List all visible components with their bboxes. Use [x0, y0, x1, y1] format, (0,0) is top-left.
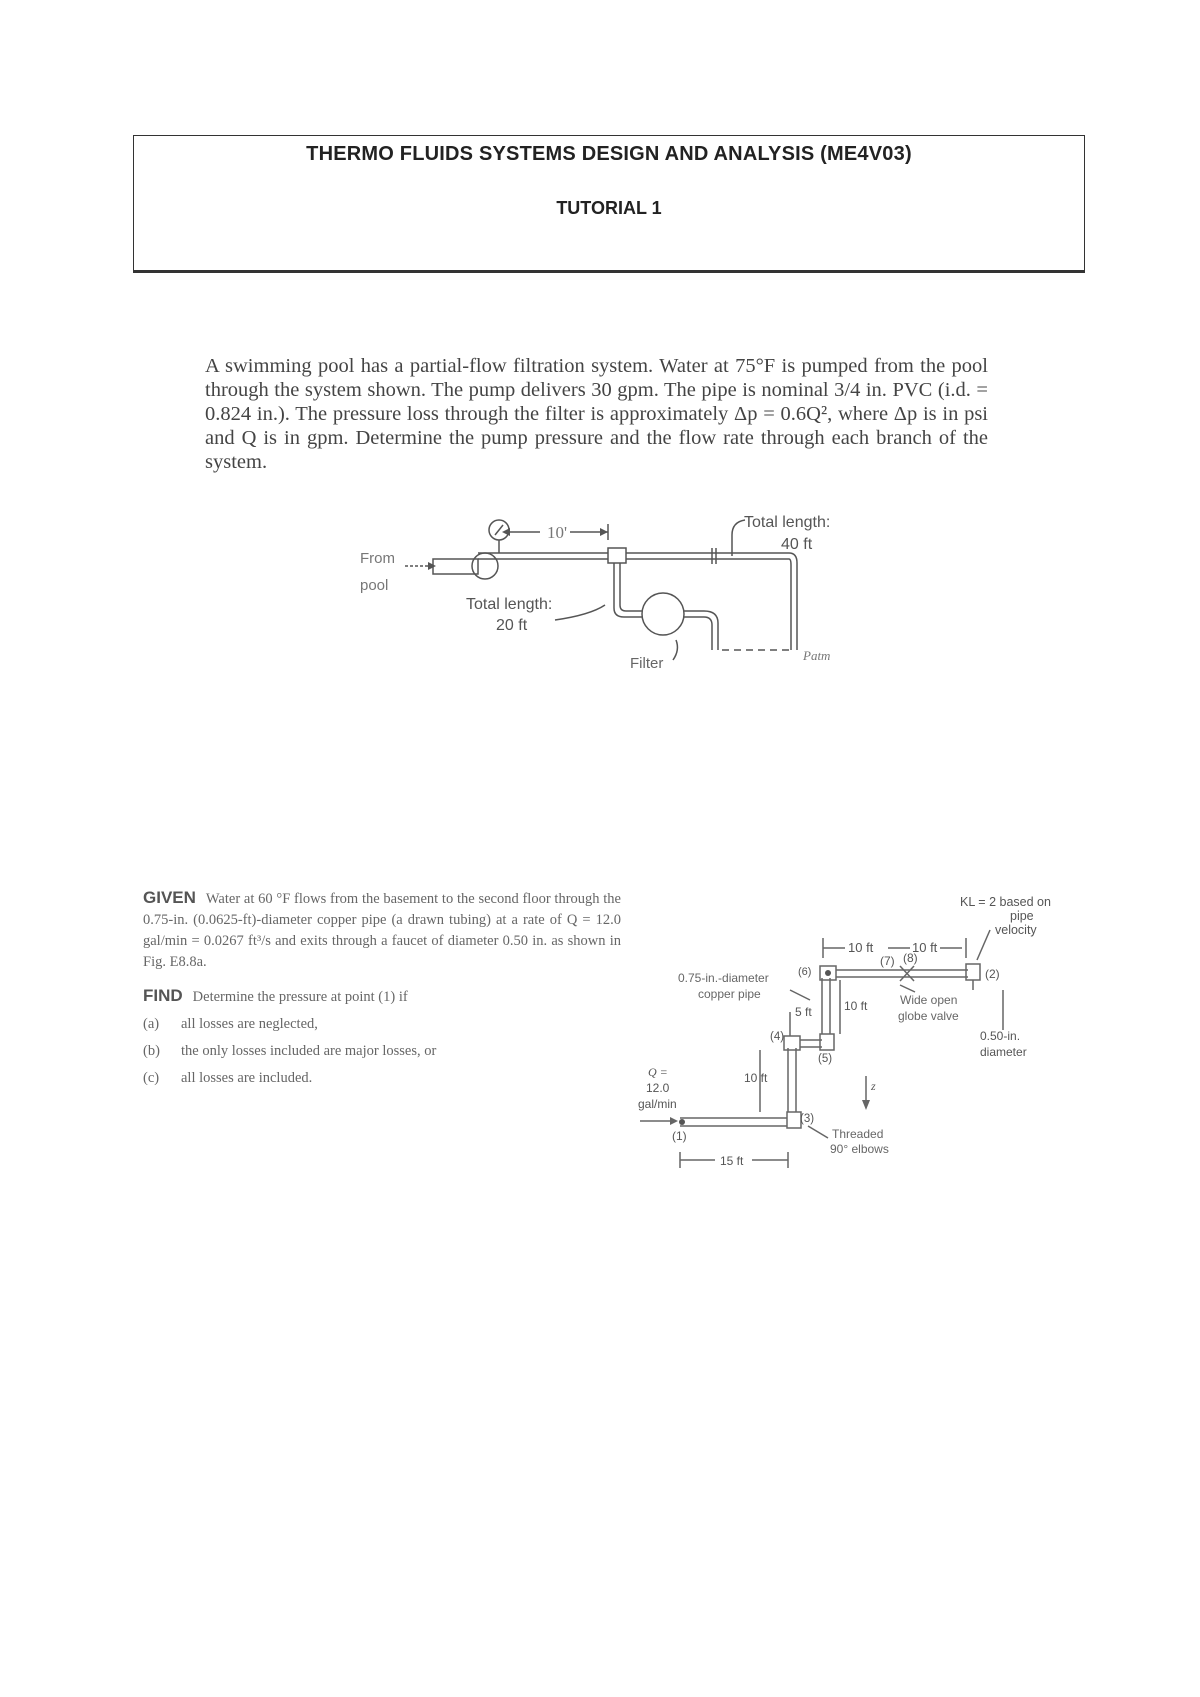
elbows-label-2: 90° elbows: [830, 1142, 889, 1156]
find-item: [143, 1068, 621, 1089]
z-label: z: [871, 1079, 876, 1093]
problem1-text: [205, 354, 988, 474]
diameter-label-2: diameter: [980, 1045, 1027, 1059]
kl-label-3: velocity: [995, 923, 1037, 937]
filter-icon: [642, 593, 684, 635]
header-box: [133, 135, 1085, 273]
q-label-2: 12.0: [646, 1081, 670, 1095]
from-pool-label-1: From: [360, 550, 395, 567]
from-pool-label-2: pool: [360, 577, 389, 594]
dim-10ft-c: 10 ft: [844, 999, 868, 1013]
point-2-label: (2): [985, 967, 1000, 981]
problem1-statement: A swimming pool has a partial-flow filtration system. Water at 75°F is pumped from the pool through the system shown. The pump delivers 30 gpm. The pipe is nominal 3/4 in. PVC (i.d. = 0.824 in.). The pressure loss through the filter is approximately Δp = 0.6Q², where Δp is in psi and Q is in gpm. Determine the pump pressure and the flow rate through each branch of the system.: [205, 355, 988, 473]
point-4-label: (4): [770, 1031, 785, 1043]
dim-10-label: 10': [547, 523, 568, 542]
point-5-label: (5): [818, 1053, 833, 1065]
total-length-40-label-1: Total length:: [744, 514, 831, 531]
find-item: [143, 1041, 621, 1062]
find-item-text: all losses are included.: [181, 1070, 313, 1086]
tutorial-label: TUTORIAL 1: [556, 198, 662, 218]
kl-label-1: KL = 2 based on: [960, 895, 1051, 909]
problem2-text: [143, 887, 621, 1089]
pump-inlet-pipe: [433, 559, 478, 574]
point-7-label: (7): [880, 954, 895, 968]
find-item-letter: (b): [143, 1043, 160, 1059]
dim-10ft-a: 10 ft: [848, 940, 874, 955]
tee-fitting-icon: [608, 548, 626, 563]
pipe-label-1: 0.75-in.-diameter: [678, 971, 769, 985]
find-item: [143, 1014, 621, 1035]
point-3-label: (3): [800, 1113, 815, 1125]
pressure-gauge-icon: [489, 520, 509, 540]
point-6-label: (6): [798, 966, 812, 978]
patm-label: Patm: [803, 648, 831, 663]
total-length-40-label-2: 40 ft: [781, 536, 813, 553]
total-length-20-label-1: Total length:: [466, 596, 553, 613]
globe-valve-icon: [900, 966, 914, 981]
point-6-marker: [825, 970, 831, 976]
valve-label-2: globe valve: [898, 1009, 959, 1023]
dim-10ft-d: 10 ft: [744, 1071, 768, 1085]
valve-label-1: Wide open: [900, 993, 958, 1007]
pump-icon: [472, 553, 498, 579]
find-item-letter: (c): [143, 1070, 160, 1086]
kl-label-2: pipe: [1010, 909, 1034, 923]
dim-10ft-b: 10 ft: [912, 940, 938, 955]
elbows-label-1: Threaded: [832, 1127, 884, 1141]
given-block: [143, 887, 621, 973]
find-item-letter: (a): [143, 1016, 160, 1032]
given-text: Water at 60 °F flows from the basement to the second floor through the 0.75-in. (0.0625-ft)-diameter copper pipe (a drawn tubing) at a rate of Q = 12.0 gal/min = 0.0267 ft³/s and exits through a faucet of diameter 0.50 in. as shown in Fig. E8.8a.: [143, 891, 621, 970]
point-1-marker: [679, 1119, 685, 1125]
q-label-3: gal/min: [638, 1097, 677, 1111]
dim-15ft: 15 ft: [720, 1154, 744, 1168]
given-heading: GIVEN: [143, 888, 196, 907]
total-length-20-label-2: 20 ft: [496, 617, 528, 634]
find-heading: FIND: [143, 986, 183, 1005]
diameter-label-1: 0.50-in.: [980, 1029, 1021, 1043]
find-item-text: the only losses included are major losses, or: [181, 1043, 437, 1059]
course-title: THERMO FLUIDS SYSTEMS DESIGN AND ANALYSIS (ME4V03): [306, 143, 912, 165]
find-block: [143, 985, 621, 1089]
filter-label: Filter: [630, 655, 664, 672]
point-1-label: (1): [672, 1129, 687, 1143]
find-text: Determine the pressure at point (1) if: [192, 989, 408, 1005]
point-8-label: (8): [903, 951, 918, 965]
q-label-1: Q =: [648, 1065, 668, 1079]
find-item-text: all losses are neglected,: [181, 1016, 318, 1032]
pipe-label-2: copper pipe: [698, 987, 761, 1001]
dim-5ft: 5 ft: [795, 1005, 812, 1019]
